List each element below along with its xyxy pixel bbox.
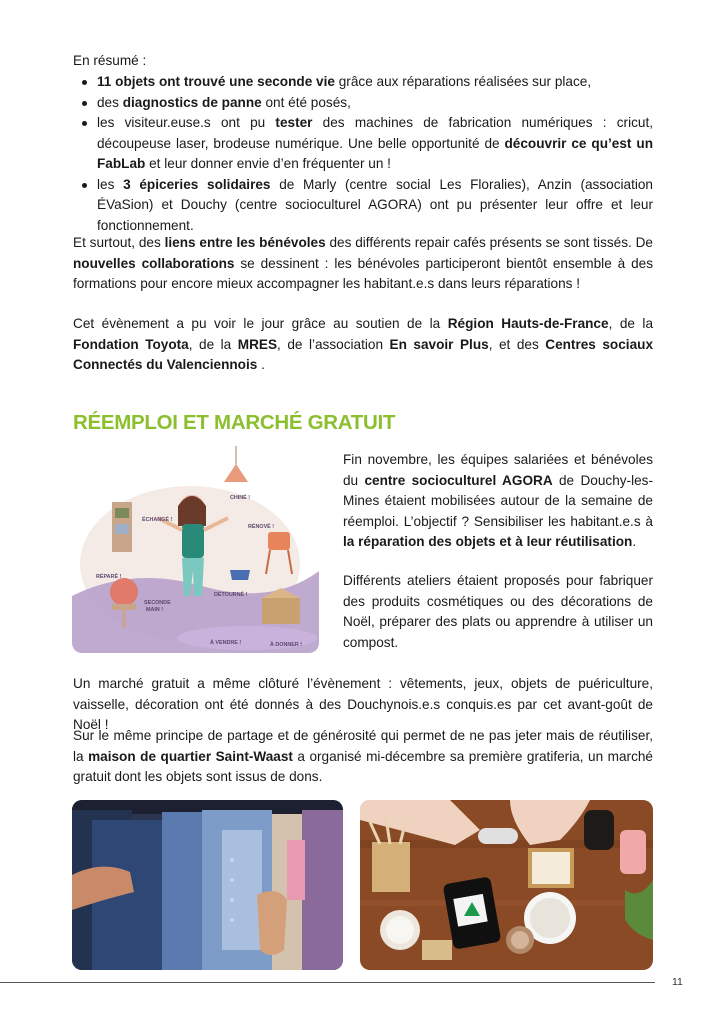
clothes-rack-photo [72, 800, 343, 970]
label-donner: À DONNER ! [270, 642, 303, 648]
list-item: les 3 épiceries solidaires de Marly (centre social Les Floralies), Anzin (association ÉVaSion) et Douchy (centre socioculturel AGORA) ont pu présenter leur offre et leur fonctionnement. [73, 175, 653, 237]
label-vendre: À VENDRE ! [210, 640, 242, 646]
paragraph-agora: Fin novembre, les équipes salariées et bénévoles du centre socioculturel AGORA de Douchy-les-Mines étaient mobilisées autour de la semaine de réemploi. L’objectif ? Sensibiliser les habitant.e.s à la réparation des objets et à leur réutilisation. [343, 452, 653, 549]
paragraph-workshops: Différents ateliers étaient proposés pour fabriquer des produits cosmétiques ou des décorations de Noël, préparer des plats ou apprendre à utiliser un compost. [343, 573, 653, 650]
paragraph-sponsors: Cet évènement a pu voir le jour grâce au soutien de la Région Hauts-de-France, de la Fondation Toyota, de la MRES, de l’association En savoir Plus, et des Centres sociaux Connectés du Valenciennois . [73, 316, 654, 372]
footer-line [0, 982, 655, 983]
label-chine: CHINÉ ! [230, 495, 251, 501]
reuse-illustration [72, 446, 319, 653]
section-heading: RÉEMPLOI ET MARCHÉ GRATUIT [73, 411, 396, 434]
list-item: les visiteur.euse.s ont pu tester des machines de fabrication numériques : cricut, découpeuse laser, brodeuse numérique. Une belle opportunité de découvrir ce qu’est un FabLab et leur donner envie d’en fréquenter un ! [73, 113, 653, 175]
list-item: des diagnostics de panne ont été posés, [73, 93, 653, 114]
page-number: 11 [672, 976, 683, 988]
reuse-illustration-svg [72, 446, 319, 653]
label-renove: RÉNOVÉ ! [248, 524, 275, 530]
paragraph-volunteers: Et surtout, des liens entre les bénévoles des différents repair cafés présents se sont tissés. De nouvelles collaborations se dessinent : les bénévoles participeront bientôt ensemble à des formations pour encore mieux accompagner les habitant.e.s dans leurs réparations ! [73, 235, 653, 291]
label-echange: ÉCHANGÉ ! [142, 517, 173, 523]
label-repare: RÉPARÉ ! [96, 574, 122, 580]
zero-waste-cosmetics-photo [360, 800, 653, 970]
label-detourne: DÉTOURNÉ ! [214, 592, 248, 598]
paragraph-gratiferia: Sur le même principe de partage et de générosité qui permet de ne pas jeter mais de réutiliser, la maison de quartier Saint-Waast a organisé mi-décembre sa première gratiferia, un marché gratuit dont les objets sont issus de dons. [73, 728, 653, 784]
paragraph-free-market: Un marché gratuit a même clôturé l’évènement : vêtements, jeux, objets de puériculture, vaisselle, décoration ont été donnés à des Douchynois.e.s conquis.es par cet avant-goût de Noël ! [73, 676, 653, 732]
label-seconde-2: MAIN ! [146, 607, 164, 613]
summary-intro: En résumé : [73, 53, 147, 68]
summary-list [73, 72, 653, 236]
label-seconde-1: SECONDE [144, 600, 171, 606]
list-item: 11 objets ont trouvé une seconde vie grâce aux réparations réalisées sur place, [73, 72, 653, 93]
